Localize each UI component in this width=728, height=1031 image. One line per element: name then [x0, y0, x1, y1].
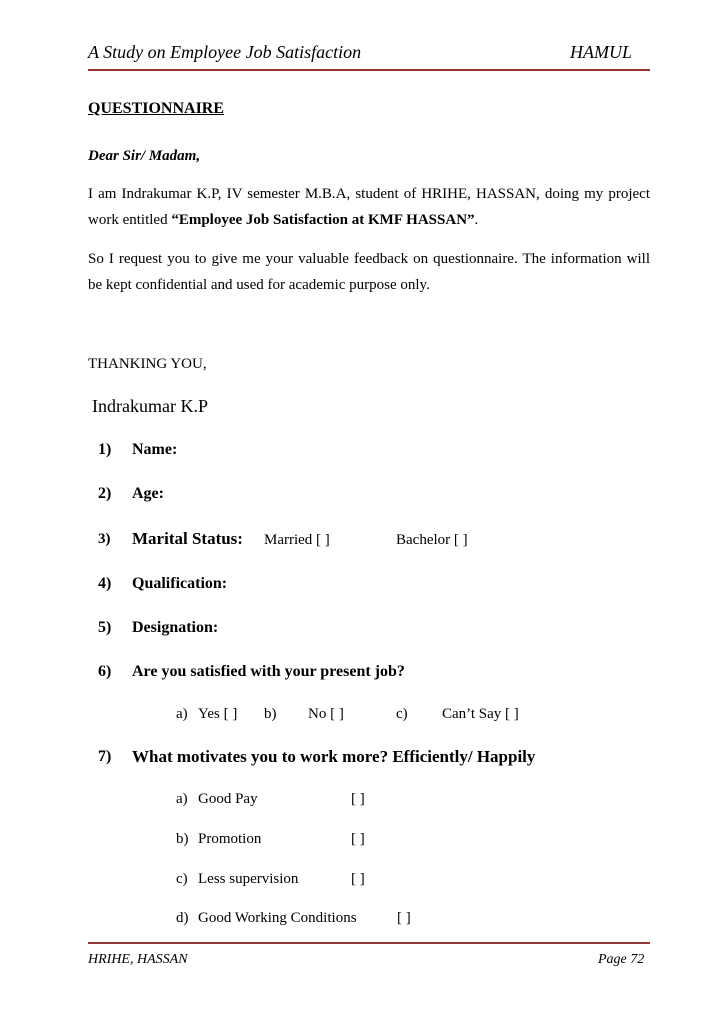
option-label: Less supervision	[198, 871, 299, 887]
option-cant-say[interactable]: Can’t Say [ ]	[442, 706, 519, 722]
question-text: What motivates you to work more? Efficiently/ Happily	[132, 747, 536, 766]
question-text: Name:	[132, 441, 178, 458]
option-married[interactable]: Married [ ]	[264, 532, 330, 548]
option-letter: d)	[176, 910, 189, 926]
question-number: 2)	[98, 485, 112, 502]
intro-end: .	[474, 212, 479, 228]
option-label: Good Working Conditions	[198, 910, 357, 926]
option-letter: b)	[264, 706, 277, 722]
option-letter: a)	[176, 791, 188, 807]
question-number: 1)	[98, 441, 112, 458]
question-text: Age:	[132, 485, 164, 502]
footer-rule	[88, 942, 650, 944]
question-number: 7)	[98, 748, 112, 765]
page-number: Page 72	[598, 952, 645, 967]
intro-text: I am Indrakumar K.P, IV semester M.B.A, student of HRIHE, HASSAN, doing my project work entitled	[88, 186, 650, 228]
question-text: Marital Status:	[132, 529, 243, 548]
option-no[interactable]: No [ ]	[308, 706, 344, 722]
header-title: A Study on Employee Job Satisfaction	[88, 42, 362, 62]
option-letter: c)	[396, 706, 408, 722]
option-checkbox[interactable]: [ ]	[351, 831, 365, 847]
request-paragraph: So I request you to give me your valuable feedback on questionnaire. The information will be kept confidential and used for academic purpose only.	[88, 251, 650, 293]
option-bachelor[interactable]: Bachelor [ ]	[396, 532, 468, 548]
project-title: “Employee Job Satisfaction at KMF HASSAN”	[171, 212, 475, 228]
question-text: Designation:	[132, 619, 219, 636]
signature-name: Indrakumar K.P	[92, 396, 208, 416]
option-checkbox[interactable]: [ ]	[397, 910, 411, 926]
header-right: HAMUL	[570, 42, 632, 62]
question-text: Qualification:	[132, 575, 228, 592]
question-number: 5)	[98, 619, 112, 636]
option-checkbox[interactable]: [ ]	[351, 871, 365, 887]
option-checkbox[interactable]: [ ]	[351, 791, 365, 807]
question-number: 3)	[98, 531, 111, 547]
option-letter: a)	[176, 706, 188, 722]
footer-left: HRIHE, HASSAN	[88, 952, 188, 967]
question-number: 6)	[98, 663, 112, 680]
question-number: 4)	[98, 575, 112, 592]
option-label: Good Pay	[198, 791, 258, 807]
thanks-text: THANKING YOU,	[88, 356, 207, 372]
header-rule	[88, 69, 650, 71]
questionnaire-heading: QUESTIONNAIRE	[88, 100, 225, 117]
intro-paragraph	[88, 181, 650, 233]
salutation: Dear Sir/ Madam,	[88, 148, 201, 164]
question-text: Are you satisfied with your present job?	[132, 663, 405, 680]
option-yes[interactable]: Yes [ ]	[198, 706, 238, 722]
option-letter: c)	[176, 871, 188, 887]
option-label: Promotion	[198, 831, 262, 847]
option-letter: b)	[176, 831, 189, 847]
